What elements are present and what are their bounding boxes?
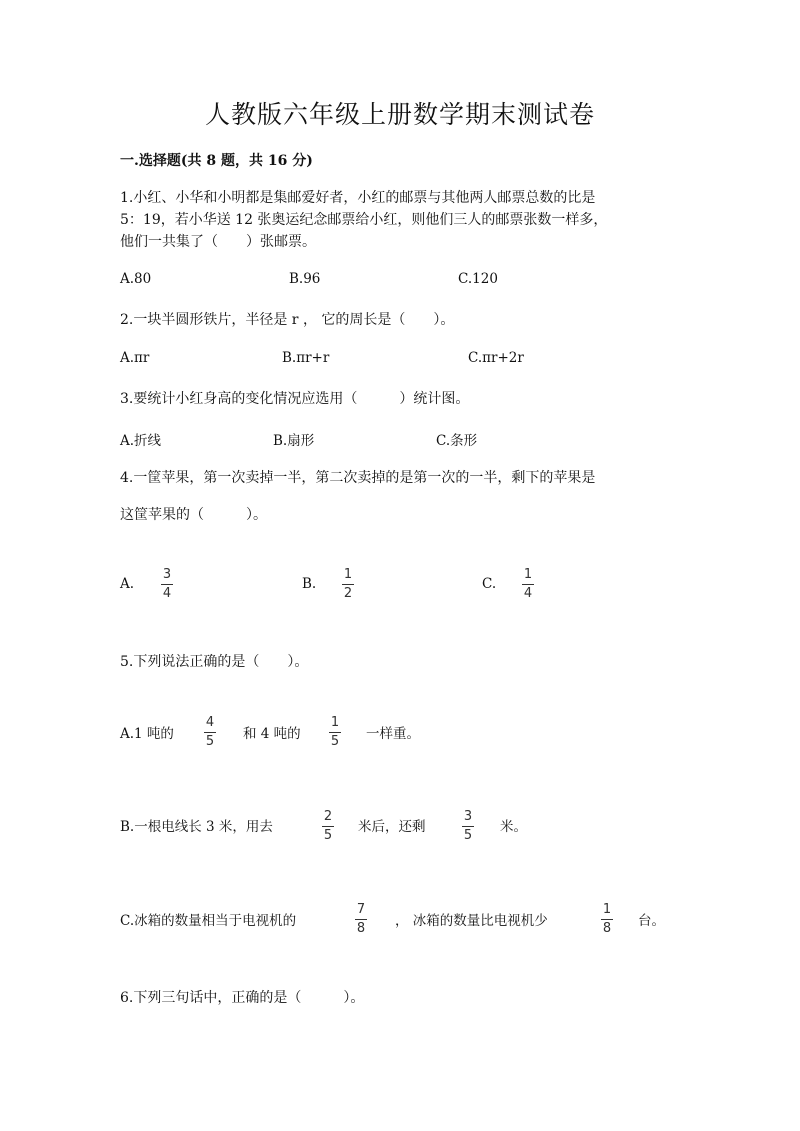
fraction-numerator: 1 bbox=[523, 567, 533, 582]
question-5-option-b-part-1: B.一根电线长 3 米，用去 bbox=[120, 819, 273, 835]
question-4-option-c-fraction bbox=[519, 568, 537, 601]
question-5-option-c-part-2: ， 冰箱的数量比电视机少 bbox=[395, 913, 548, 929]
question-5-option-b-fraction-1 bbox=[319, 810, 337, 843]
section-heading: 一.选择题(共 8 题，共 16 分) bbox=[120, 153, 313, 169]
question-5-option-b-part-3: 米。 bbox=[500, 819, 527, 835]
question-4-line-2: 这筐苹果的（ ）。 bbox=[120, 507, 267, 523]
fraction-denominator: 5 bbox=[205, 734, 215, 749]
question-1-option-c: C.120 bbox=[458, 271, 498, 287]
fraction-numerator: 2 bbox=[323, 809, 333, 824]
question-4-option-b-label: B. bbox=[302, 576, 317, 592]
fraction-numerator: 1 bbox=[343, 567, 353, 582]
fraction-bar bbox=[322, 826, 334, 827]
fraction-denominator: 8 bbox=[356, 921, 366, 936]
question-5-option-c-part-1: C.冰箱的数量相当于电视机的 bbox=[120, 913, 297, 929]
fraction-bar bbox=[161, 584, 173, 585]
question-3-text: 3.要统计小红身高的变化情况应选用（ ）统计图。 bbox=[120, 391, 470, 407]
fraction-numerator: 3 bbox=[463, 809, 473, 824]
fraction-denominator: 8 bbox=[602, 921, 612, 936]
question-5-option-a-fraction-2 bbox=[326, 716, 344, 749]
fraction-bar bbox=[522, 584, 534, 585]
question-3-option-a: A.折线 bbox=[120, 433, 162, 449]
question-1-line-2: 5：19，若小华送 12 张奥运纪念邮票给小红，则他们三人的邮票张数一样多， bbox=[120, 212, 608, 228]
question-3-option-c: C.条形 bbox=[436, 433, 478, 449]
fraction-numerator: 7 bbox=[356, 902, 366, 917]
question-2-option-c: C.πr+2r bbox=[468, 350, 524, 366]
fraction-bar bbox=[204, 732, 216, 733]
question-4-option-a-fraction bbox=[158, 568, 176, 601]
question-2-text: 2.一块半圆形铁片，半径是 r ， 它的周长是（ ）。 bbox=[120, 312, 455, 328]
question-1-option-b: B.96 bbox=[289, 271, 321, 287]
fraction-bar bbox=[601, 919, 613, 920]
page-title: 人教版六年级上册数学期末测试卷 bbox=[204, 100, 595, 129]
question-5-option-b-part-2: 米后，还剩 bbox=[358, 819, 426, 835]
fraction-denominator: 5 bbox=[323, 828, 333, 843]
question-5-option-a-fraction-1 bbox=[201, 716, 219, 749]
question-1-line-3: 他们一共集了（ ）张邮票。 bbox=[120, 234, 316, 250]
question-1-option-a: A.80 bbox=[120, 271, 152, 287]
question-4-line-1: 4.一筐苹果，第一次卖掉一半，第二次卖掉的是第一次的一半，剩下的苹果是 bbox=[120, 470, 596, 486]
question-2-option-a: A.πr bbox=[120, 350, 150, 366]
fraction-denominator: 5 bbox=[463, 828, 473, 843]
fraction-denominator: 4 bbox=[523, 586, 533, 601]
question-4-option-b-fraction bbox=[339, 568, 357, 601]
fraction-denominator: 4 bbox=[162, 586, 172, 601]
fraction-numerator: 3 bbox=[162, 567, 172, 582]
question-6-text: 6.下列三句话中，正确的是（ ）。 bbox=[120, 990, 365, 1006]
fraction-bar bbox=[329, 732, 341, 733]
fraction-bar bbox=[355, 919, 367, 920]
fraction-numerator: 1 bbox=[602, 902, 612, 917]
fraction-bar bbox=[342, 584, 354, 585]
question-5-option-a-part-3: 一样重。 bbox=[366, 726, 420, 742]
question-5-option-a-part-1: A.1 吨的 bbox=[120, 726, 174, 742]
fraction-bar bbox=[462, 826, 474, 827]
fraction-denominator: 5 bbox=[330, 734, 340, 749]
question-3-option-b: B.扇形 bbox=[273, 433, 315, 449]
question-1-line-1: 1.小红、小华和小明都是集邮爱好者，小红的邮票与其他两人邮票总数的比是 bbox=[120, 190, 596, 206]
question-5-option-a-part-2: 和 4 吨的 bbox=[243, 726, 301, 742]
question-5-option-c-part-3: 台。 bbox=[638, 913, 665, 929]
question-4-option-a-label: A. bbox=[120, 576, 135, 592]
question-5-option-c-fraction-2 bbox=[598, 903, 616, 936]
question-4-option-c-label: C. bbox=[482, 576, 497, 592]
fraction-numerator: 1 bbox=[330, 715, 340, 730]
fraction-denominator: 2 bbox=[343, 586, 353, 601]
question-5-option-c-fraction-1 bbox=[352, 903, 370, 936]
fraction-numerator: 4 bbox=[205, 715, 215, 730]
question-5-text: 5.下列说法正确的是（ ）。 bbox=[120, 654, 309, 670]
question-5-option-b-fraction-2 bbox=[459, 810, 477, 843]
question-2-option-b: B.πr+r bbox=[282, 350, 330, 366]
